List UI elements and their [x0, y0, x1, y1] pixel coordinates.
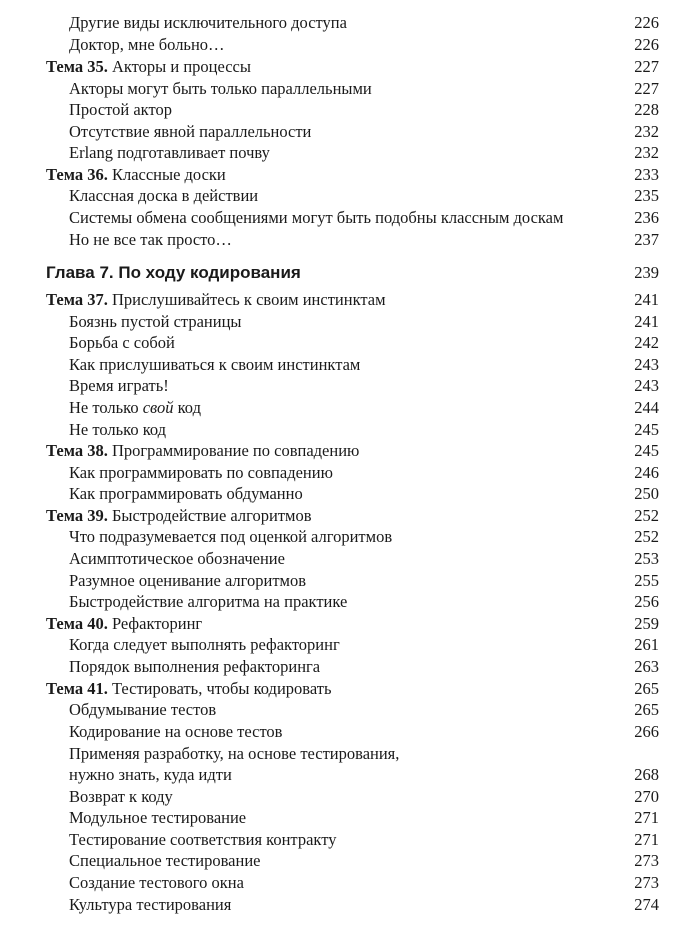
toc-entry-page: 244	[634, 398, 659, 417]
toc-entry-page: 241	[634, 312, 659, 331]
toc-entry	[0, 872, 679, 893]
toc-entry	[0, 354, 679, 375]
toc-entry	[0, 332, 679, 353]
toc-entry-title: Простой актор	[69, 100, 172, 119]
toc-entry-page: 271	[634, 830, 659, 849]
topic-name: Классные доски	[111, 165, 226, 184]
toc-entry-title: Специальное тестирование	[69, 851, 261, 870]
toc-entry-page: 252	[634, 527, 659, 546]
toc-entry-page: 233	[634, 165, 659, 184]
topic-name: Быстродействие алгоритмов	[111, 506, 312, 525]
topic-number: Тема 40.	[46, 614, 108, 633]
topic-name: Тестировать, чтобы кодировать	[111, 679, 332, 698]
toc-entry-page: 246	[634, 463, 659, 482]
toc-entry-page: 273	[634, 873, 659, 892]
toc-topic	[0, 56, 679, 77]
toc-entry	[0, 850, 679, 871]
toc-topic-title	[46, 678, 332, 699]
toc-entry-title: Когда следует выполнять рефакторинг	[69, 635, 340, 654]
title-emphasis: свой	[142, 398, 174, 417]
toc-entry	[0, 743, 679, 764]
toc-entry-page: 227	[634, 57, 659, 76]
toc-entry-page: 243	[634, 376, 659, 395]
toc-entry-title: Быстродействие алгоритма на практике	[69, 592, 348, 611]
toc-topic	[0, 440, 679, 461]
toc-topic	[0, 164, 679, 185]
toc-entry-page: 226	[634, 35, 659, 54]
toc-entry-title: Асимптотическое обозначение	[69, 549, 285, 568]
toc-entry	[0, 397, 679, 418]
toc-entry	[0, 78, 679, 99]
toc-entry-page: 228	[634, 100, 659, 119]
title-part: Не только	[69, 398, 143, 417]
toc-entry-title: Как программировать обдуманно	[69, 484, 303, 503]
topic-name: Акторы и процессы	[111, 57, 251, 76]
toc-topic	[0, 678, 679, 699]
toc-entry-page: 263	[634, 657, 659, 676]
topic-number: Тема 41.	[46, 679, 108, 698]
toc-entry-title: Акторы могут быть только параллельными	[69, 79, 372, 98]
toc-entry-page: 266	[634, 722, 659, 741]
title-part: код	[173, 398, 201, 417]
toc-topic	[0, 505, 679, 526]
toc-entry-title: Культура тестирования	[69, 895, 232, 914]
toc-entry-title: Как программировать по совпадению	[69, 463, 333, 482]
toc-entry-page: 255	[634, 571, 659, 590]
toc-topic-title	[46, 56, 251, 77]
toc-entry	[0, 591, 679, 612]
toc-topic-title	[46, 164, 226, 185]
toc-entry	[0, 699, 679, 720]
toc-entry-title: Другие виды исключительного доступа	[69, 13, 347, 32]
toc-entry-title: Системы обмена сообщениями могут быть подобны классным доскам	[69, 208, 564, 227]
chapter-title: Глава 7. По ходу кодирования	[46, 263, 301, 282]
toc-entry	[0, 185, 679, 206]
toc-entry-title: Не только код	[69, 420, 167, 439]
toc-entry-page: 235	[634, 186, 659, 205]
toc-entry	[0, 570, 679, 591]
toc-entry-title: Отсутствие явной параллельности	[69, 122, 312, 141]
toc-entry	[0, 807, 679, 828]
topic-number: Тема 35.	[46, 57, 108, 76]
toc-entry-page: 274	[634, 895, 659, 914]
toc-entry-page: 252	[634, 506, 659, 525]
toc-entry-page: 259	[634, 614, 659, 633]
topic-name: Программирование по совпадению	[111, 441, 360, 460]
toc-entry-title: Разумное оценивание алгоритмов	[69, 571, 307, 590]
toc-entry-title: Порядок выполнения рефакторинга	[69, 657, 321, 676]
toc-entry-title: Боязнь пустой страницы	[69, 312, 242, 331]
toc-entry-title	[69, 397, 201, 418]
toc-entry-title: Доктор, мне больно…	[69, 35, 225, 54]
toc-entry	[0, 375, 679, 396]
toc-entry-page: 241	[634, 290, 659, 309]
toc-entry-page: 245	[634, 420, 659, 439]
toc-entry-page: 232	[634, 122, 659, 141]
toc-entry	[0, 207, 679, 228]
toc-entry	[0, 656, 679, 677]
topic-number: Тема 38.	[46, 441, 108, 460]
toc-entry-title: Применяя разработку, на основе тестирования,	[69, 744, 400, 763]
toc-entry	[0, 483, 679, 504]
toc-topic-title	[46, 440, 359, 461]
toc-entry-title: Обдумывание тестов	[69, 700, 217, 719]
toc-entry-page: 265	[634, 700, 659, 719]
toc-entry-page: 237	[634, 230, 659, 249]
toc-entry	[0, 786, 679, 807]
toc-entry	[0, 526, 679, 547]
toc-entry-page: 273	[634, 851, 659, 870]
toc-entry-page: 271	[634, 808, 659, 827]
topic-number: Тема 37.	[46, 290, 108, 309]
topic-name: Рефакторинг	[111, 614, 203, 633]
toc-entry-title: Возврат к коду	[69, 787, 173, 806]
toc-topic-title	[46, 613, 202, 634]
topic-name: Прислушивайтесь к своим инстинктам	[111, 290, 386, 309]
toc-entry-page: 268	[634, 765, 659, 784]
toc-entry-page: 261	[634, 635, 659, 654]
toc-entry	[0, 829, 679, 850]
toc-entry-page: 265	[634, 679, 659, 698]
topic-number: Тема 39.	[46, 506, 108, 525]
toc-entry	[0, 34, 679, 55]
toc-entry	[0, 311, 679, 332]
toc-entry-title: Создание тестового окна	[69, 873, 244, 892]
toc-entry-title: Кодирование на основе тестов	[69, 722, 283, 741]
toc-entry-title: Тестирование соответствия контракту	[69, 830, 337, 849]
toc-entry	[0, 634, 679, 655]
toc-entry	[0, 12, 679, 33]
toc-entry-title: Но не все так просто…	[69, 230, 232, 249]
toc-entry	[0, 764, 679, 785]
toc-entry	[0, 419, 679, 440]
toc-topic-title	[46, 289, 386, 310]
toc-entry-title: Как прислушиваться к своим инстинктам	[69, 355, 361, 374]
toc-entry-title: Модульное тестирование	[69, 808, 247, 827]
toc-entry-page: 270	[634, 787, 659, 806]
toc-topic	[0, 289, 679, 310]
toc-entry-title: Что подразумевается под оценкой алгоритмов	[69, 527, 393, 546]
toc-entry-title: Классная доска в действии	[69, 186, 259, 205]
toc-entry	[0, 229, 679, 250]
toc-entry-page: 239	[634, 263, 659, 282]
toc-topic	[0, 613, 679, 634]
toc-entry-title: Erlang подготавливает почву	[69, 143, 270, 162]
toc-entry	[0, 894, 679, 915]
toc-entry-title: нужно знать, куда идти	[69, 765, 232, 784]
toc-entry-page: 256	[634, 592, 659, 611]
topic-number: Тема 36.	[46, 165, 108, 184]
toc-topic-title	[46, 505, 312, 526]
toc-entry-page: 250	[634, 484, 659, 503]
toc-entry	[0, 99, 679, 120]
toc-entry	[0, 548, 679, 569]
toc-entry-page: 232	[634, 143, 659, 162]
toc-entry-page: 236	[634, 208, 659, 227]
toc-entry	[0, 142, 679, 163]
toc-entry-page: 242	[634, 333, 659, 352]
toc-entry	[0, 121, 679, 142]
toc-entry-page: 245	[634, 441, 659, 460]
toc-chapter	[0, 262, 679, 283]
toc-entry-page: 253	[634, 549, 659, 568]
toc-entry	[0, 462, 679, 483]
toc-entry-title: Борьба с собой	[69, 333, 175, 352]
toc-entry-page: 226	[634, 13, 659, 32]
toc-entry-title: Время играть!	[69, 376, 169, 395]
toc-entry-page: 243	[634, 355, 659, 374]
toc-entry	[0, 721, 679, 742]
toc-entry-page: 227	[634, 79, 659, 98]
